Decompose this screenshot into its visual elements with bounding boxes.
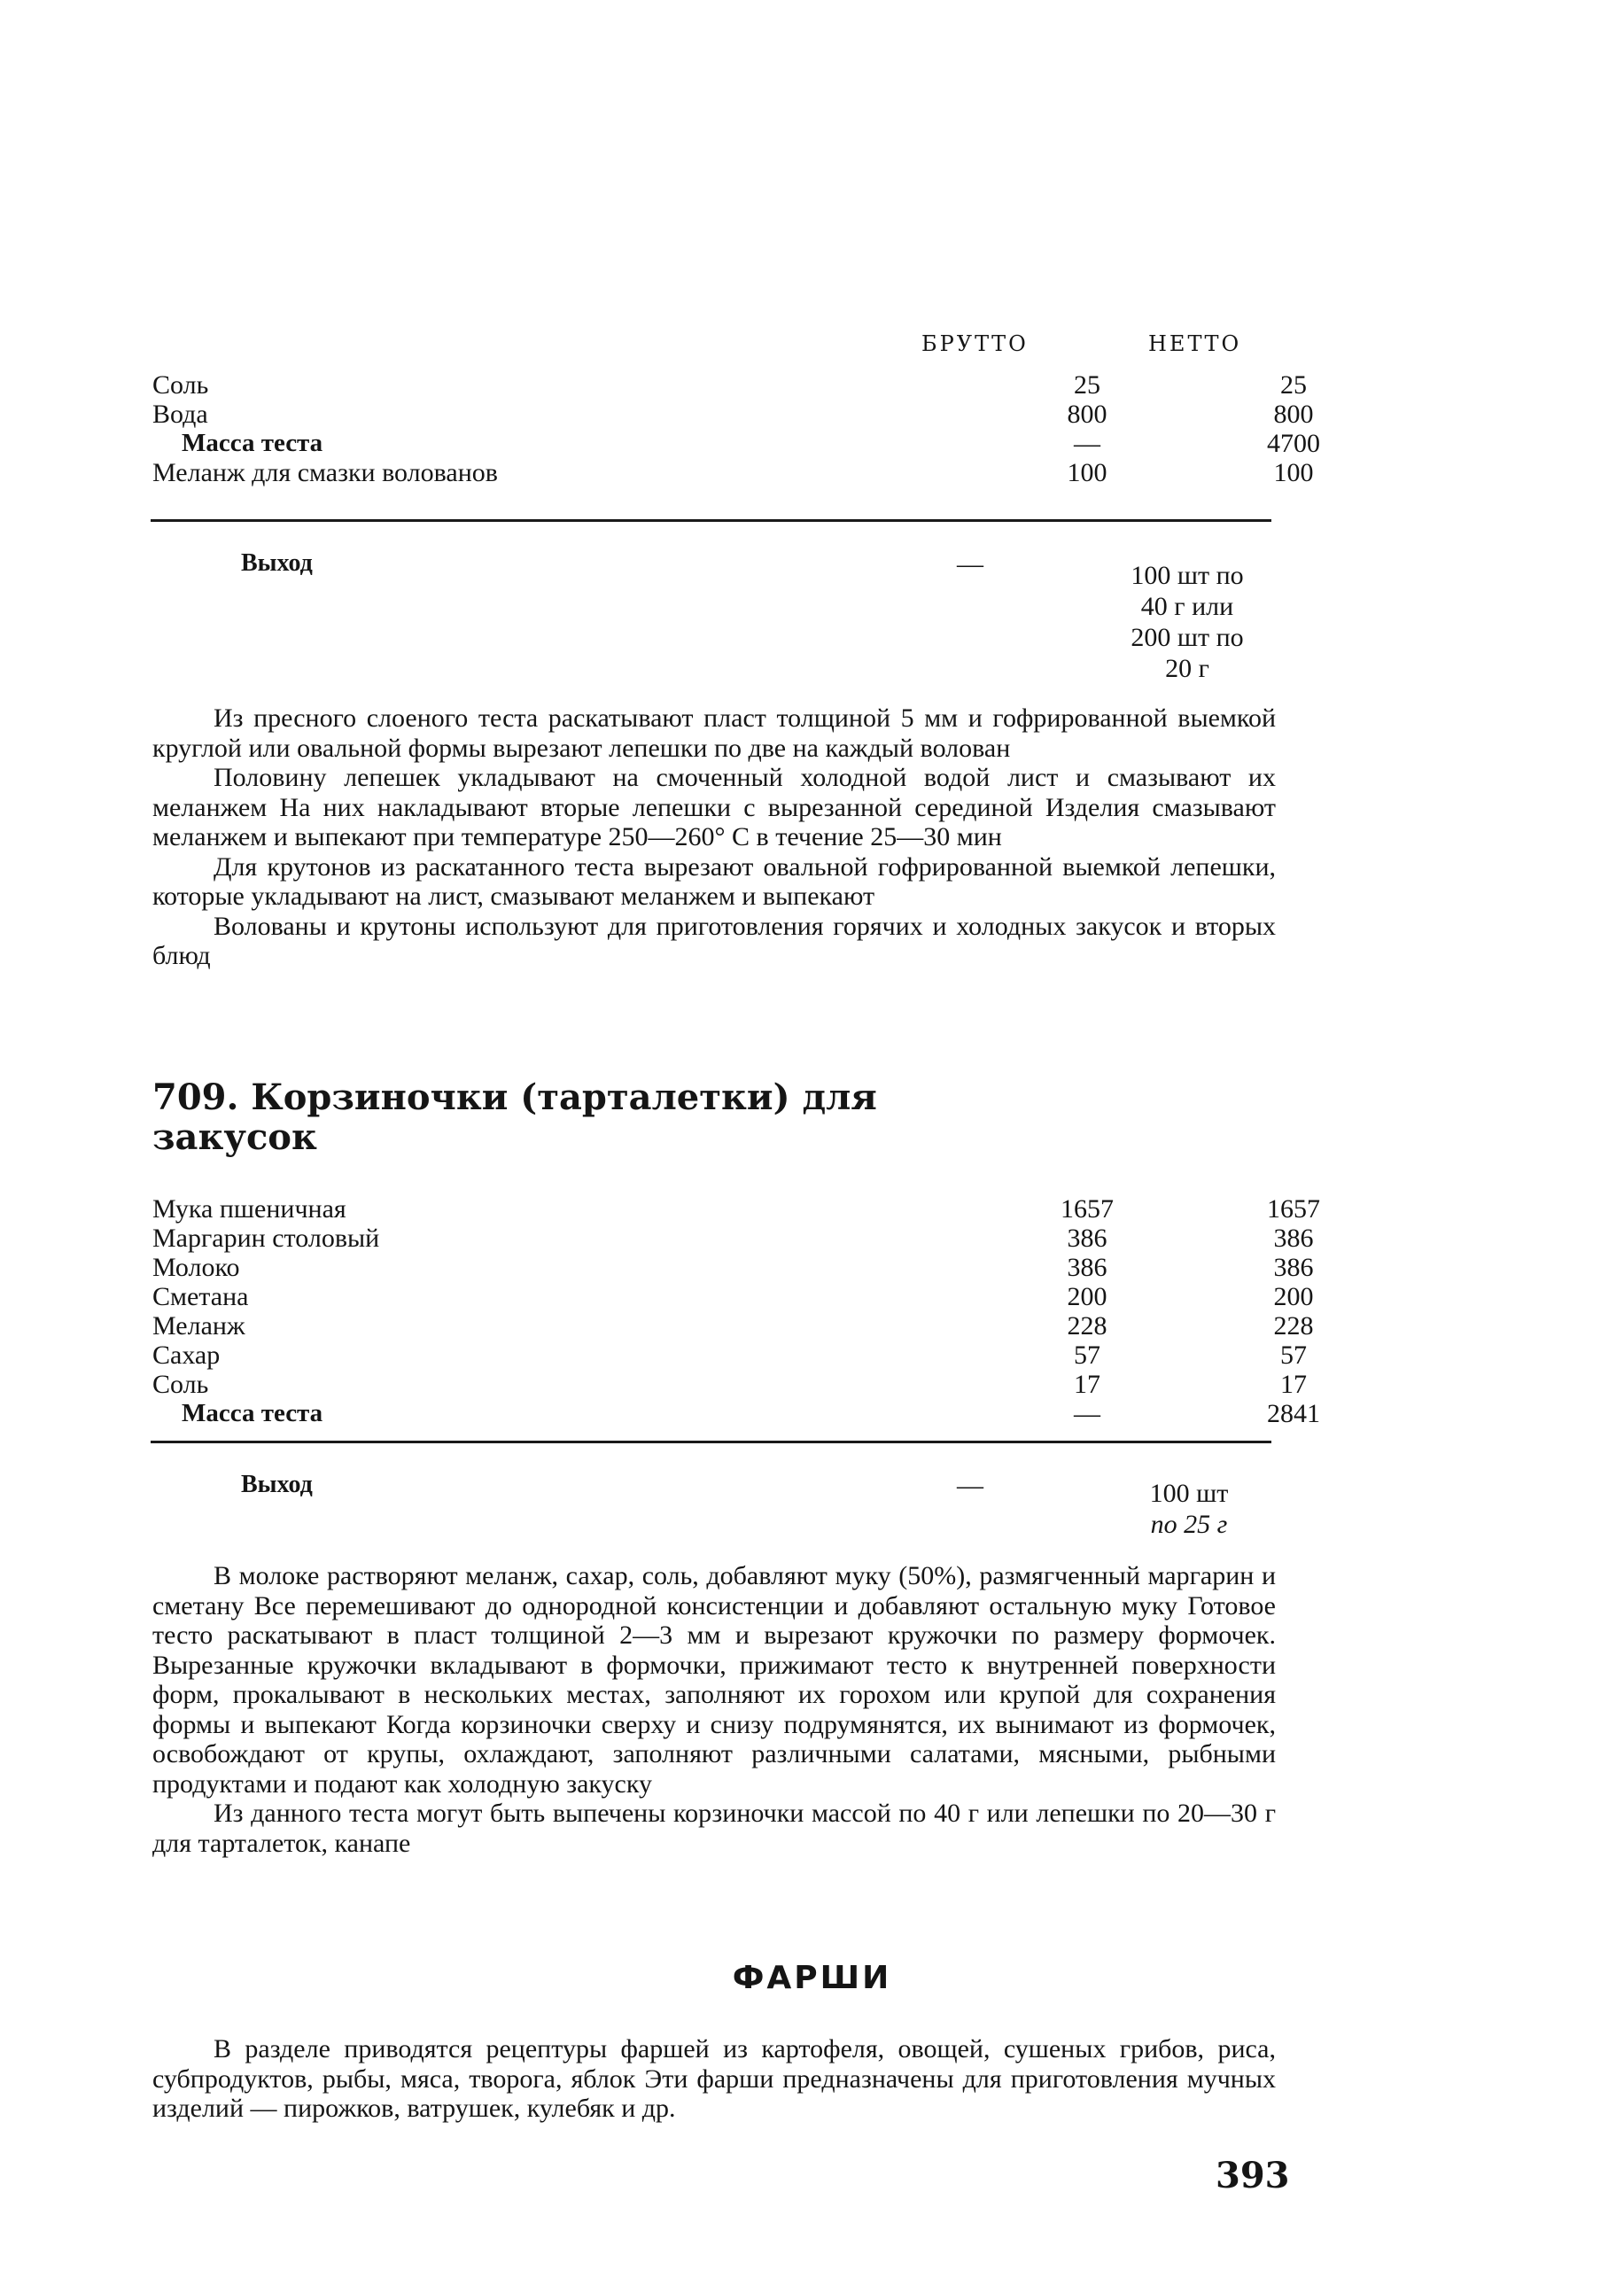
ingredient-name: Масса теста — [182, 429, 323, 457]
gross-value: 25 — [1074, 370, 1100, 400]
yield-net-line: 100 шт по — [1131, 561, 1244, 590]
table-row — [152, 400, 1314, 429]
ingredient-name: Соль — [152, 1370, 209, 1399]
yield-net-line: 200 шт по — [1131, 623, 1244, 652]
column-header-net: НЕТТО — [1148, 331, 1242, 356]
gross-value: — — [1074, 429, 1100, 458]
net-value: 386 — [1273, 1253, 1314, 1282]
net-value: 17 — [1280, 1370, 1307, 1399]
section-title: ФАРШИ — [732, 1960, 892, 1996]
net-value: 100 — [1273, 458, 1314, 487]
ingredient-name: Вода — [152, 400, 208, 429]
paragraph: Половину лепешек укладывают на смоченный холодной водой лист и смазывают их меланжем На них накладывают вторые лепешки с вырезанной серединой Изделия смазывают меланжем и выпекают при температуре 250—260° С в течение 25—30 мин — [152, 763, 1276, 851]
paragraph: В разделе приводятся рецептуры фаршей из картофеля, овощей, сушеных грибов, риса, субпродуктов, рыбы, мяса, творога, яблок Эти фарши предназначены для приготовления мучных изделий — пирожков, ватрушек, кулебяк и др. — [152, 2034, 1276, 2123]
ingredient-name: Меланж — [152, 1311, 245, 1341]
yield-net — [1107, 560, 1267, 684]
table-row — [152, 1282, 1314, 1311]
gross-value: 228 — [1067, 1311, 1107, 1341]
table-row — [152, 370, 1307, 400]
ingredients-table-709 — [152, 1194, 1320, 1428]
ingredient-name: Сметана — [152, 1282, 249, 1311]
table-row — [152, 1399, 1320, 1428]
page-number: 393 — [1216, 2155, 1290, 2196]
gross-value: 200 — [1067, 1282, 1107, 1311]
table-row — [152, 1341, 1307, 1370]
ingredient-name: Молоко — [152, 1253, 240, 1282]
gross-value: 17 — [1074, 1370, 1100, 1399]
gross-value: 386 — [1067, 1253, 1107, 1282]
table-row — [152, 1370, 1307, 1399]
paragraph: Из пресного слоеного теста раскатывают пласт толщиной 5 мм и гофрированной выемкой круглой или овальной формы вырезают лепешки по две на каждый волован — [152, 703, 1276, 763]
column-header-gross: БРУТТО — [921, 331, 1029, 356]
gross-value: 386 — [1067, 1224, 1107, 1253]
table-row — [152, 458, 1314, 487]
gross-value: 800 — [1067, 400, 1107, 429]
yield-gross: — — [957, 549, 983, 579]
table-row — [152, 429, 1320, 458]
table-divider — [151, 519, 1271, 522]
recipe-title: 709. Корзиночки (тарталетки) для закусок — [152, 1076, 877, 1158]
ingredient-name: Соль — [152, 370, 209, 400]
ingredient-name: Маргарин столовый — [152, 1224, 380, 1253]
yield-net-line: 100 шт — [1149, 1479, 1229, 1508]
gross-value: — — [1074, 1399, 1100, 1428]
net-value: 25 — [1280, 370, 1307, 400]
ingredient-name: Сахар — [152, 1341, 221, 1370]
net-value: 57 — [1280, 1341, 1307, 1370]
paragraph: В молоке растворяют меланж, сахар, соль, добавляют муку (50%), размягченный маргарин и сметану Все перемешивают до однородной консистенции и добавляют остальную муку Готовое тесто раскатывают в пласт толщиной 2—3 мм и вырезают кружочки по размеру формочек. Вырезанные кружочки вкладывают в формочки, прижимают тесто к внутренней поверхности форм, прокалывают в нескольких местах, заполняют их горохом или крупой для сохранения формы и выпекают Когда корзиночки сверху и снизу подрумянятся, их вынимают из формочек, освобождают от крупы, охлаждают, заполняют различными салатами, мясными, рыбными продуктами и подают как холодную закуску — [152, 1561, 1276, 1799]
preparation-text-tartaletki — [152, 1561, 1276, 1858]
table-divider — [151, 1441, 1271, 1443]
paragraph: Волованы и крутоны используют для приготовления горячих и холодных закусок и вторых блюд — [152, 911, 1276, 970]
ingredient-name: Меланж для смазки волованов — [152, 458, 498, 487]
paragraph: Из данного теста могут быть выпечены корзиночки массой по 40 г или лепешки по 20—30 г для тарталеток, канапе — [152, 1799, 1276, 1858]
table-row — [152, 1224, 1314, 1253]
net-value: 1657 — [1267, 1194, 1320, 1224]
paragraph: Для крутонов из раскатанного теста вырезают овальной гофрированной выемкой лепешки, которые укладывают на лист, смазывают меланжем и выпекают — [152, 851, 1276, 911]
ingredient-name: Мука пшеничная — [152, 1194, 346, 1224]
ingredient-name: Масса теста — [182, 1399, 323, 1427]
yield-net-line: 20 г — [1165, 654, 1209, 683]
net-value: 800 — [1273, 400, 1314, 429]
yield-gross: — — [957, 1471, 983, 1500]
table-row — [152, 1311, 1314, 1341]
yield-net-line: по 25 г — [1150, 1510, 1228, 1539]
section-intro — [152, 2034, 1276, 2124]
ingredients-table-continued — [152, 370, 1320, 487]
preparation-text-volovany — [152, 703, 1276, 971]
gross-value: 100 — [1067, 458, 1107, 487]
yield-net-line: 40 г или — [1140, 592, 1234, 621]
yield-label: Выход — [241, 549, 313, 577]
table-row — [152, 1253, 1314, 1282]
gross-value: 57 — [1074, 1341, 1100, 1370]
table-row — [152, 1194, 1320, 1224]
gross-value: 1657 — [1061, 1194, 1114, 1224]
yield-net — [1118, 1478, 1260, 1540]
net-value: 386 — [1273, 1224, 1314, 1253]
yield-label: Выход — [241, 1471, 313, 1498]
net-value: 200 — [1273, 1282, 1314, 1311]
net-value: 228 — [1273, 1311, 1314, 1341]
net-value: 2841 — [1267, 1399, 1320, 1428]
net-value: 4700 — [1267, 429, 1320, 458]
